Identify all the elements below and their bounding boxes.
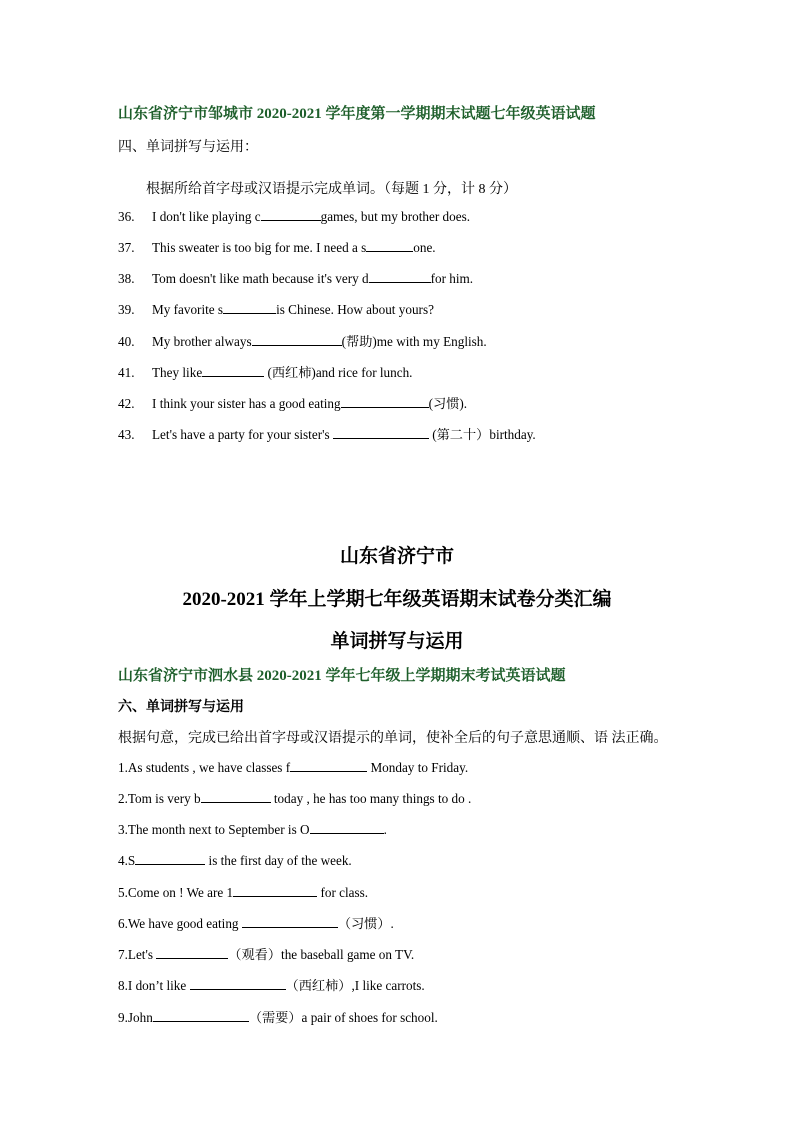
section2-instruction: 根据句意，完成已给出首字母或汉语提示的单词，使补全后的句子意思通顺、语 法正确。 <box>118 731 668 746</box>
question-4 <box>118 851 352 869</box>
question-text-before: I don't like playing c <box>152 209 261 224</box>
answer-blank[interactable] <box>190 976 286 990</box>
question-text-after: today , he has too many things to do . <box>270 791 472 806</box>
section2-subheading: 六、单词拼写与运用 <box>118 700 244 715</box>
question-text-after: （观看）the baseball game on TV. <box>228 947 415 962</box>
section1-instruction: 根据所给首字母或汉语提示完成单词。（每题 1 分，计 8 分） <box>146 182 517 197</box>
question-text-after: . <box>383 822 387 837</box>
question-number: 41. <box>118 365 135 380</box>
question-text-after: (西红柿)and rice for lunch. <box>264 365 413 380</box>
question-text-after: (习惯). <box>428 396 468 411</box>
question-text-before: 4.S <box>118 853 136 868</box>
question-37 <box>118 238 436 256</box>
question-number: 40. <box>118 334 135 349</box>
question-40 <box>118 332 487 350</box>
question-text-after: is the first day of the week. <box>205 853 352 868</box>
question-text-before: This sweater is too big for me. I need a s <box>152 240 367 255</box>
question-number: 43. <box>118 427 135 442</box>
answer-blank[interactable] <box>333 425 429 439</box>
question-39 <box>118 300 434 318</box>
question-text-before: My brother always <box>152 334 252 349</box>
question-text-after: (帮助)me with my English. <box>341 334 487 349</box>
answer-blank[interactable] <box>366 238 413 252</box>
question-text-before: My favorite s <box>152 302 224 317</box>
question-text-before: 2.Tom is very b <box>118 791 201 806</box>
answer-blank[interactable] <box>153 1008 249 1022</box>
answer-blank[interactable] <box>156 945 228 959</box>
answer-blank[interactable] <box>242 914 338 928</box>
question-43 <box>118 425 536 443</box>
question-text-before: 8.I don’t like <box>118 978 190 993</box>
question-text-after: for him. <box>430 271 474 286</box>
section1-subheading: 四、单词拼写与运用： <box>118 140 258 155</box>
answer-blank[interactable] <box>261 207 321 221</box>
question-number: 39. <box>118 302 135 317</box>
question-2 <box>118 789 471 807</box>
question-36 <box>118 207 470 225</box>
question-8 <box>118 976 425 994</box>
question-text-after: one. <box>413 240 436 255</box>
question-text-after: (第二十）birthday. <box>428 427 536 442</box>
question-text-after: for class. <box>317 885 369 900</box>
document-title-line-3: 单词拼写与运用 <box>330 631 464 652</box>
question-text-after: （习惯）. <box>337 916 394 931</box>
question-9 <box>118 1008 438 1026</box>
question-text-after: games, but my brother does. <box>320 209 471 224</box>
question-text-after: （西红柿）,I like carrots. <box>285 978 425 993</box>
question-number: 38. <box>118 271 135 286</box>
question-number: 37. <box>118 240 135 255</box>
question-41 <box>118 363 412 381</box>
question-text-before: Tom doesn't like math because it's very d <box>152 271 369 286</box>
question-number: 42. <box>118 396 135 411</box>
question-text-before: They like <box>152 365 203 380</box>
question-text-before: 6.We have good eating <box>118 916 242 931</box>
question-38 <box>118 269 473 287</box>
answer-blank[interactable] <box>201 789 271 803</box>
question-5 <box>118 883 368 901</box>
question-6 <box>118 914 394 932</box>
question-text-before: 5.Come on ! We are 1 <box>118 885 234 900</box>
answer-blank[interactable] <box>252 332 342 346</box>
question-text-after: Monday to Friday. <box>367 760 469 775</box>
question-text-before: Let's have a party for your sister's <box>152 427 333 442</box>
question-7 <box>118 945 414 963</box>
question-1 <box>118 758 468 776</box>
answer-blank[interactable] <box>135 851 205 865</box>
answer-blank[interactable] <box>233 883 317 897</box>
section2-heading: 山东省济宁市泗水县 2020-2021 学年七年级上学期期末考试英语试题 <box>118 668 566 684</box>
answer-blank[interactable] <box>369 269 431 283</box>
question-text-after: （需要）a pair of shoes for school. <box>248 1010 438 1025</box>
question-text-after: is Chinese. How about yours? <box>276 302 434 317</box>
question-text-before: 3.The month next to September is O <box>118 822 310 837</box>
document-title-line-2: 2020-2021 学年上学期七年级英语期末试卷分类汇编 <box>182 589 612 610</box>
question-number: 36. <box>118 209 135 224</box>
question-3 <box>118 820 387 838</box>
question-text-before: 1.As students , we have classes f <box>118 760 291 775</box>
question-text-before: 9.John <box>118 1010 153 1025</box>
question-text-before: 7.Let's <box>118 947 157 962</box>
section1-heading: 山东省济宁市邹城市 2020-2021 学年度第一学期期末试题七年级英语试题 <box>118 106 596 122</box>
answer-blank[interactable] <box>290 758 367 772</box>
answer-blank[interactable] <box>223 300 276 314</box>
answer-blank[interactable] <box>310 820 384 834</box>
question-text-before: I think your sister has a good eating <box>152 396 341 411</box>
answer-blank[interactable] <box>202 363 264 377</box>
question-42 <box>118 394 467 412</box>
answer-blank[interactable] <box>341 394 429 408</box>
document-title-line-1: 山东省济宁市 <box>339 546 454 567</box>
